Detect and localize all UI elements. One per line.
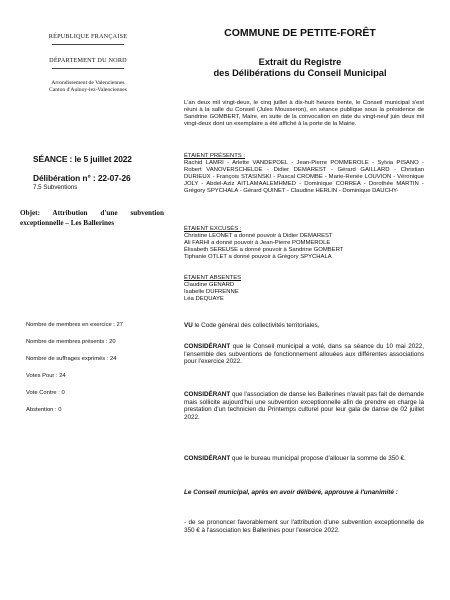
presents-list: Rachid LAMRI - Arlette VANDEPOEL - Jean-Pierre POMMEROLE - Sylvia PISANO - Robert VANOVERSCHELDE - Didier DEMAREST - Gérard GAILLARD - Christian DURIEUX - François STASINSKI - Pascal CROMBE - Marie-Renée LOUVION - Véronique JOLY - Abdel-Aziz AITLAMAALEMHMED - Dominique CORREA - Dorothée MARTIN - Grégory SPYCHALA - Gérard QUINET - Claudine HERLIN - Dominique DAUCHY- [184,160,424,195]
conseil-decision-heading: Le Conseil municipal, après en avoir délibéré, approuve à l'unanimité : [184,489,398,496]
considerant-text: que le bureau municipal propose d'allouer la somme de 350 €. [230,455,406,462]
departement-label: DÉPARTEMENT DU NORD [49,57,127,64]
objet-text: Objet: Attribution d'une subvention exceptionnelle – Les Ballerines [20,209,164,227]
arrondissement-block [18,80,158,94]
absente-line: Léa DEQUAYE [184,296,224,303]
excuse-line: Christine LEONET a donné pouvoir à Didier DEMAREST [184,233,333,240]
header-separator [52,44,124,45]
vote-counts [26,322,176,424]
absente-line: Isabelle DUFRENNE [184,289,239,296]
extrait-line-1: Extrait du Registre [258,57,342,67]
count-abstention: Abstention : 0 [26,407,62,413]
count-vote-contre: Vote Contre : 0 [26,390,65,396]
considerant-3 [184,455,424,463]
considerant-text: que l'association de danse les Ballerines n'avait pas fait de demande mais sollicite aujourd'hui une subvention exceptionnelle afin de prendre en charge la prestation d'un technicien du Printemps culturel pour leur gala de danse de 02 juillet 2022. [184,391,424,421]
canton-label: Canton d'Aulnoy-lez-Valenciennes [49,87,127,93]
header-separator [52,68,124,69]
intro-paragraph: L'an deux mil vingt-deux, le cinq juillet à dix-huit heures trente, le Conseil municipal s'est réuni à la salle du Conseil (Jules Mousseron), en séance publique sous la présidence de Sandrine GOMBERT, Maire, en suite de la convocation en date du vingt-neuf juin deux mil vingt-deux dont un exemplaire a été affiché à la porte de la Mairie. [184,100,424,128]
category-label: 7.5 Subventions [33,184,78,191]
excuse-line: Tiphanie OTLET a donné pouvoir à Grégory SPYCHALA [184,254,332,261]
commune-title: COMMUNE DE PETITE-FORÊT [224,27,376,39]
absentes-title: ÉTAIENT ABSENTES [184,275,242,281]
considerant-1 [184,343,424,366]
excuse-line: Élisabeth SEREUSE a donné pouvoir à Sandrine GOMBERT [184,247,344,254]
absentes-block [184,275,424,303]
deliberation-number: Délibération n° : 22-07-26 [33,173,131,183]
extrait-title [180,57,420,79]
count-votes-pour: Votes Pour : 24 [26,373,66,379]
excuse-line: Ali FARHI a donné pouvoir à Jean-Pierre POMMEROLE [184,240,331,247]
excuses-title: ÉTAIENT EXCUSÉS : [184,226,242,232]
vu-paragraph [184,322,424,329]
count-membres-exercice: Nombre de membres en exercice : 27 [26,322,123,328]
extrait-line-2: des Délibérations du Conseil Municipal [213,68,387,78]
absente-line: Claudine GENARD [184,282,235,289]
presents-block [184,153,424,196]
considerant-2 [184,391,424,421]
excuses-block [184,226,424,261]
considerant-keyword: CONSIDÉRANT [184,343,231,350]
arrondissement-label: Arrondissement de Valenciennes [51,80,125,86]
count-suffrages: Nombre de suffrages exprimés : 24 [26,356,117,362]
seance-date: SÉANCE : le 5 juillet 2022 [33,154,132,164]
vu-keyword: VU [184,322,193,329]
considerant-keyword: CONSIDÉRANT [184,455,231,462]
count-membres-presents: Nombre de membres présents : 20 [26,339,116,345]
considerant-text: que le Conseil municipal a voté, dans sa séance du 10 mai 2022, l'ensemble des subventions de fonctionnement allouées aux différentes associations pour l'exercice 2022. [184,343,424,366]
presents-title: ÉTAIENT PRÉSENTS : [184,153,245,159]
vu-text: le Code général des collectivités territoriales, [192,322,320,329]
considerant-keyword: CONSIDÉRANT [184,391,231,398]
republique-label: RÉPUBLIQUE FRANÇAISE [48,33,128,40]
decision-paragraph: - de se prononcer favorablement sur l'attribution d'une subvention exceptionnelle de 350 € à l'association les Ballerines pour l'exercice 2022. [184,519,424,534]
